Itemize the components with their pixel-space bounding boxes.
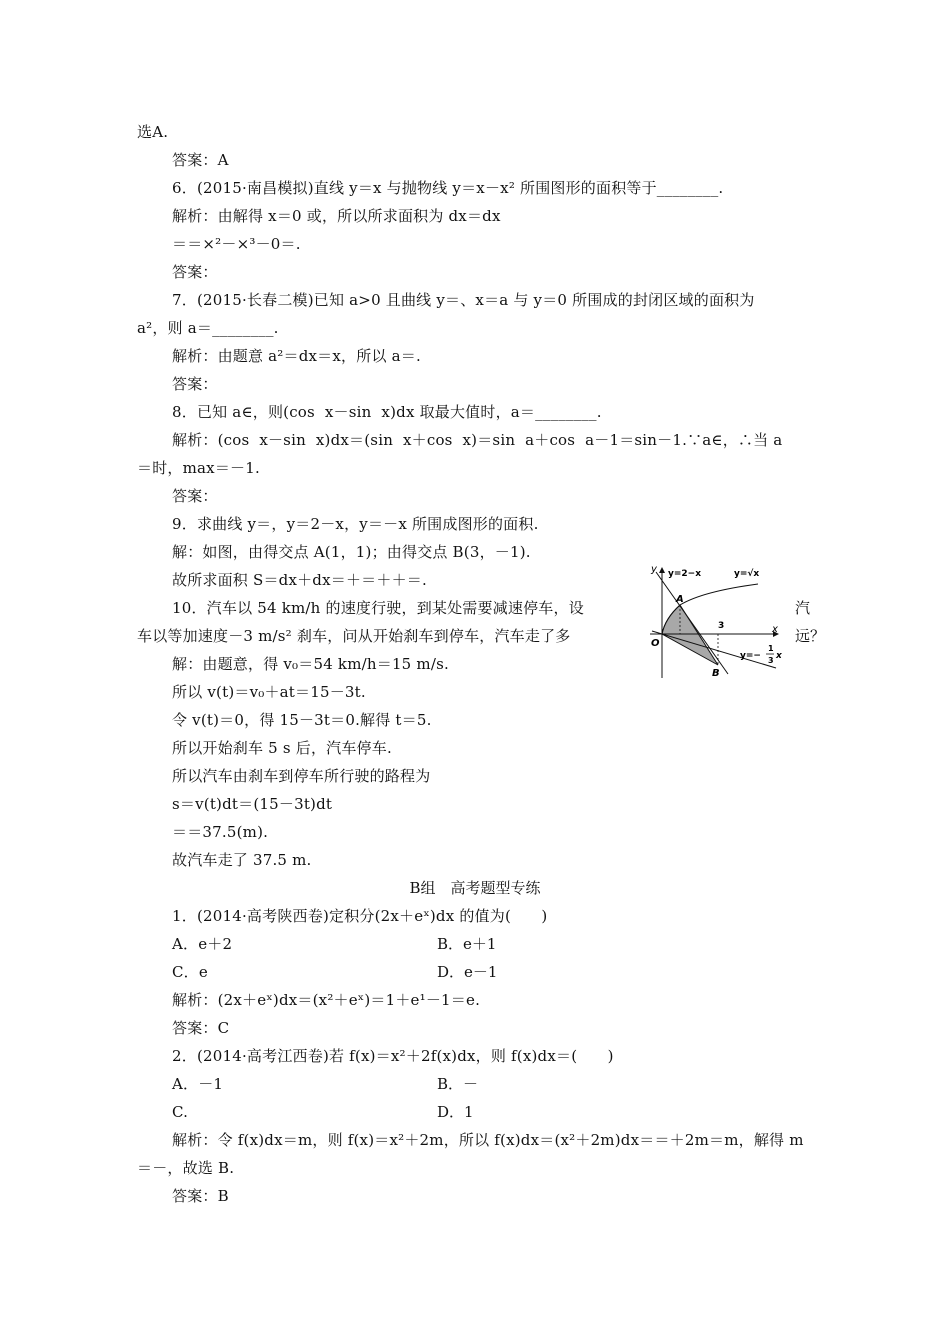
tick-3-label: 3 bbox=[718, 621, 725, 631]
section-heading: B组 高考题型专练 bbox=[409, 879, 541, 897]
problem-6: 6．(2015·南昌模拟)直线 y＝x 与抛物线 y＝x－x² 所围图形的面积等于________. bbox=[172, 179, 724, 197]
problem-b1: 1．(2014·高考陕西卷)定积分(2x＋eˣ)dx 的值为( ) bbox=[172, 907, 548, 925]
choice-a: A．e＋2 bbox=[172, 935, 233, 953]
point-b-label: B bbox=[712, 668, 720, 679]
answer-line: 答案：B bbox=[172, 1187, 229, 1205]
problem-10: 10．汽车以 54 km/h 的速度行驶，到某处需要减速停车，设 bbox=[172, 599, 584, 617]
choice-c: C．e bbox=[172, 963, 208, 981]
line2-frac-den: 3 bbox=[768, 656, 774, 665]
solution-line: ＝＝37.5(m). bbox=[172, 823, 269, 841]
problem-8: 8．已知 a∈，则(cos x－sin x)dx 取最大值时，a＝________. bbox=[172, 403, 602, 421]
point-a-label: A bbox=[676, 594, 684, 605]
solution-line: 解析：(2x＋eˣ)dx＝(x²＋eˣ)＝1＋e¹－1＝e. bbox=[172, 991, 481, 1009]
choice-a: A．－1 bbox=[172, 1075, 224, 1093]
text-line: 选A. bbox=[137, 123, 169, 141]
choice-b: B．e＋1 bbox=[437, 935, 497, 953]
origin-label: O bbox=[651, 638, 660, 649]
answer-line: 答案： bbox=[172, 263, 218, 281]
solution-line: 所以 v(t)＝v₀＋at＝15－3t. bbox=[172, 683, 366, 701]
problem-9: 9．求曲线 y＝，y＝2－x，y＝－x 所围成图形的面积. bbox=[172, 515, 539, 533]
line2-label: y=− bbox=[740, 651, 761, 661]
answer-line: 答案：A bbox=[172, 151, 229, 169]
solution-line: 解析：由题意 a²＝dx＝x，所以 a＝. bbox=[172, 347, 421, 365]
line2-var: x bbox=[776, 651, 782, 661]
problem-b2: 2．(2014·高考江西卷)若 f(x)＝x²＋2f(x)dx，则 f(x)dx＝( ) bbox=[172, 1047, 614, 1065]
x-axis-label: x bbox=[772, 624, 778, 635]
region-figure bbox=[648, 560, 790, 680]
answer-line: 答案： bbox=[172, 375, 218, 393]
solution-line: 所以开始刹车 5 s 后，汽车停车. bbox=[172, 739, 392, 757]
solution-line: 解析：(cos x－sin x)dx＝(sin x＋cos x)＝sin a＋cos a－1＝sin－1.∵a∈，∴当 a bbox=[172, 431, 783, 449]
solution-line: ＝－，故选 B. bbox=[137, 1159, 235, 1177]
problem-7: 7．(2015·长春二模)已知 a>0 且曲线 y＝、x＝a 与 y＝0 所围成的封闭区域的面积为 bbox=[172, 291, 755, 309]
answer-line: 答案：C bbox=[172, 1019, 230, 1037]
problem-10-cont: 车以等加速度－3 m/s² 刹车，问从开始刹车到停车，汽车走了多 bbox=[137, 627, 571, 645]
choice-d: D．1 bbox=[437, 1103, 474, 1121]
shaded-area bbox=[662, 605, 718, 665]
problem-7-cont: a²，则 a＝________. bbox=[137, 319, 279, 337]
solution-line: 解析：由解得 x＝0 或，所以所求面积为 dx＝dx bbox=[172, 207, 501, 225]
solution-line: 解：由题意，得 v₀＝54 km/h＝15 m/s. bbox=[172, 655, 449, 673]
problem-10-fragment: 远？ bbox=[795, 627, 826, 645]
line2-frac-num: 1 bbox=[768, 644, 774, 653]
answer-line: 答案： bbox=[172, 487, 218, 505]
solution-line: 故汽车走了 37.5 m. bbox=[172, 851, 312, 869]
problem-10-fragment: 汽 bbox=[795, 599, 811, 617]
solution-line: s＝v(t)dt＝(15－3t)dt bbox=[172, 795, 333, 813]
y-axis-label: y bbox=[651, 564, 657, 575]
solution-line: 解：如图，由得交点 A(1，1)；由得交点 B(3，－1). bbox=[172, 543, 531, 561]
choice-c: C. bbox=[172, 1103, 189, 1121]
solution-line: 解析：令 f(x)dx＝m，则 f(x)＝x²＋2m，所以 f(x)dx＝(x²＋2m)dx＝＝＋2m＝m，解得 m bbox=[172, 1131, 804, 1149]
solution-line: 故所求面积 S＝dx＋dx＝＋＝＋＋＝. bbox=[172, 571, 427, 589]
solution-line: ＝＝×²－×³－0＝. bbox=[172, 235, 301, 253]
curve-label: y=√x bbox=[734, 569, 760, 579]
solution-line: 所以汽车由刹车到停车所行驶的路程为 bbox=[172, 767, 431, 785]
solution-line: 令 v(t)＝0，得 15－3t＝0.解得 t＝5. bbox=[172, 711, 432, 729]
line1-label: y=2−x bbox=[668, 569, 702, 579]
choice-b: B．－ bbox=[437, 1075, 479, 1093]
solution-line: ＝时，max＝－1. bbox=[137, 459, 260, 477]
choice-d: D．e－1 bbox=[437, 963, 498, 981]
